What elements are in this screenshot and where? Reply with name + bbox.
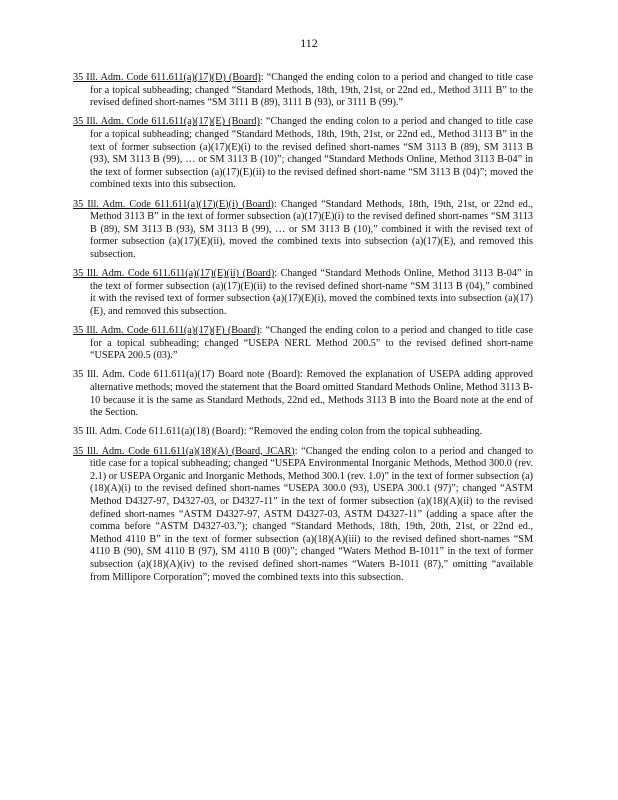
entry-a18 <box>73 426 533 439</box>
entry-text: : Changed “Standard Methods Online, Method 3113 B-04” in the text of former subsection (a)(17)(E)(ii) to the revised defined short-name “SM 3113 B (04),” combined it with the revised text of former subsection (a)(17)(E)(i), moved the combined texts into subsection (a)(17)(E), and removed this subsection. <box>90 268 533 317</box>
entry-text: : “Changed the ending colon to a period and changed to title case for a topical subheading; changed “USEPA NERL Method 200.5” to the revised defined short-name “USEPA 200.5 (03).” <box>90 325 533 362</box>
entry-a18a <box>73 446 533 585</box>
entry-reference: 35 Ill. Adm. Code 611.611(a)(18)(A) (Board, JCAR) <box>73 445 295 457</box>
entry-reference: 35 Ill. Adm. Code 611.611(a)(17)(E)(i) (Board) <box>73 198 274 210</box>
entry-list <box>73 72 533 591</box>
entry-reference: 35 Ill. Adm. Code 611.611(a)(17)(D) (Board) <box>73 72 261 83</box>
entry-text: : “Removed the ending colon from the topical subheading. <box>243 426 483 438</box>
entry-text: : “Changed the ending colon to a period and changed to title case for a topical subheading; changed “Standard Methods, 18th, 19th, 21st, or 22nd ed., Method 3111 B” to the revised defined short-names “SM 3111 B (89), 3111 B (93), or 3111 B (99).” <box>90 72 534 109</box>
entry-text: : “Changed the ending colon to a period and changed to title case for a topical subheading; changed “USEPA Environmental Inorganic Methods, Method 300.0 (rev. 2.1) or USEPA Organic and Inorganic Methods, Method 300.1 (rev. 1.0)” in the text of former subsection (a)(18)(A)(i) to the revised defined short-names “USEPA 300.0 (93), USEPA 300.1 (97)”; changed “ASTM Method D4327-97, D4327-03, or D4327-11” in the text of former subsection (a)(18)(A)(ii) to the revised defined short-names “ASTM D4327-97, ASTM D4327-03, ASTM D4327-11” (adding a space after the comma before “ASTM D4327-03.”); changed “Standard Methods, 18th, 19th, 20th, 21st, or 22nd ed., Method 4110 B” in the text of former subsection (a)(18)(A)(iii) to the revised defined short-names “SM 4110 B (90), SM 4110 B (97), SM 4110 B (00)”; changed “Waters Method B-1011” in the text of former subsection (a)(18)(A)(iv) to the revised defined short-names “Waters B-1011 (87),” omitting “available from Millipore Corporation”; moved the combined texts into this subsection. <box>90 445 533 583</box>
entry-text: : Changed “Standard Methods, 18th, 19th, 21st, or 22nd ed., Method 3113 B” in the text of former subsection (a)(17)(E)(i) to the revised defined short-names “SM 3113 B (89), SM 3113 B (93), SM 3113 B (99), … or SM 3113 B (10),” combined it with the revised text of former subsection (a)(17)(E)(ii), moved the combined texts into subsection (a)(17)(E), and removed this subsection. <box>90 198 533 260</box>
entry-reference: 35 Ill. Adm. Code 611.611(a)(17)(F) (Board) <box>73 325 260 337</box>
entry-a17e <box>73 116 533 192</box>
entry-text: : Removed the explanation of USEPA adding approved alternative methods; moved the statement that the Board omitted Standard Methods Online, Method 3113 B-10 because it is the same as Standard Methods, 22nd ed., Methods 3113 B into the Board note at the end of the Section. <box>90 369 534 419</box>
entry-reference: 35 Ill. Adm. Code 611.611(a)(17)(E)(ii) (Board) <box>73 268 275 280</box>
entry-text: : “Changed the ending colon to a period and changed to title case for a topical subheading; changed “Standard Methods, 18th, 19th, 21st, or 22nd ed., Method 3113 B” in the text of former subsection (a)(17)(E)(i) to the revised defined short-names “SM 3113 B (89), SM 3113 B (93), SM 3113 B (99), … or SM 3113 B (10)”; changed “Standard Methods Online, Method 3113 B-04” in the text of former subsection (a)(17)(E)(ii) to the revised defined short-name “SM 3113 B (04)”; moved the combined texts into this subsection. <box>90 116 533 191</box>
entry-a17d <box>73 72 533 110</box>
entry-reference: 35 Ill. Adm. Code 611.611(a)(17)(E) (Board) <box>73 116 260 128</box>
page-number: 112 <box>300 36 318 50</box>
entry-a17e-i <box>73 199 533 262</box>
entry-a17-board-note <box>73 369 533 419</box>
entry-a17e-ii <box>73 268 533 318</box>
entry-reference: 35 Ill. Adm. Code 611.611(a)(18) (Board) <box>73 426 244 438</box>
entry-a17f <box>73 325 533 363</box>
entry-reference: 35 Ill. Adm. Code 611.611(a)(17) Board note (Board) <box>73 369 300 381</box>
